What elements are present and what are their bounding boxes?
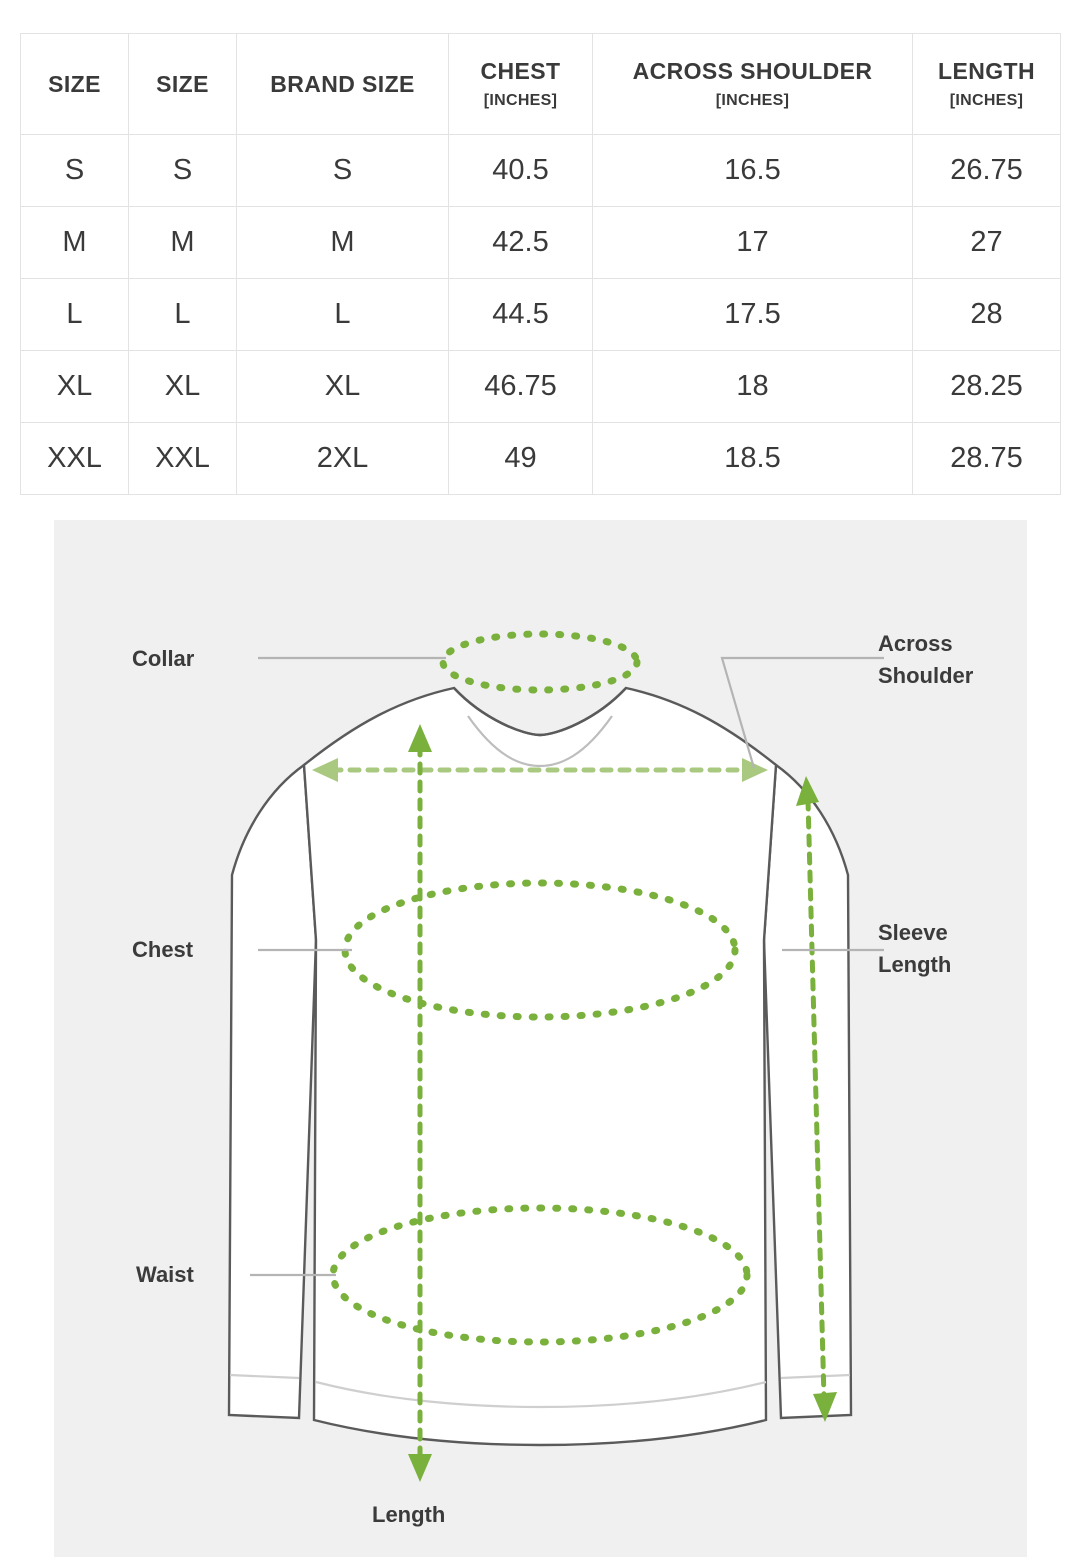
cell-size-2: XL <box>129 351 237 423</box>
column-header-length <box>913 34 1061 135</box>
table-header-row <box>21 34 1061 135</box>
label-sleeve-length-line2: Length <box>878 952 952 977</box>
column-header-size-1 <box>21 34 129 135</box>
cell-length: 28.75 <box>913 423 1061 495</box>
cell-chest: 42.5 <box>449 207 593 279</box>
column-header-unit: [INCHES] <box>949 92 1024 110</box>
label-length: Length <box>372 1502 446 1527</box>
table-row <box>21 279 1061 351</box>
size-chart-container <box>20 33 1060 495</box>
column-header-brand-size <box>237 34 449 135</box>
measurement-diagram <box>54 520 1027 1557</box>
column-header-unit: [INCHES] <box>483 92 558 110</box>
cell-length: 28 <box>913 279 1061 351</box>
cell-across-shoulder: 17.5 <box>593 279 913 351</box>
cell-size-1: XXL <box>21 423 129 495</box>
cell-brand-size: 2XL <box>237 423 449 495</box>
column-header-across-shoulder <box>593 34 913 135</box>
collar-measure-ellipse <box>443 634 637 690</box>
column-header-label: ACROSS SHOULDER <box>632 57 873 84</box>
cell-size-1: XL <box>21 351 129 423</box>
column-header-size-2 <box>129 34 237 135</box>
label-sleeve-length-line1: Sleeve <box>878 920 948 945</box>
cell-size-2: S <box>129 135 237 207</box>
column-header-unit: [INCHES] <box>715 92 790 110</box>
column-header-label: SIZE <box>156 70 209 97</box>
cell-length: 28.25 <box>913 351 1061 423</box>
label-across-shoulder-line2: Shoulder <box>878 663 974 688</box>
label-chest: Chest <box>132 937 194 962</box>
cell-size-2: M <box>129 207 237 279</box>
cell-across-shoulder: 16.5 <box>593 135 913 207</box>
cell-brand-size: S <box>237 135 449 207</box>
size-chart-table <box>20 33 1061 495</box>
table-row <box>21 351 1061 423</box>
cell-size-1: M <box>21 207 129 279</box>
cell-length: 26.75 <box>913 135 1061 207</box>
table-row <box>21 423 1061 495</box>
cell-chest: 49 <box>449 423 593 495</box>
cell-chest: 46.75 <box>449 351 593 423</box>
column-header-label: BRAND SIZE <box>270 70 415 97</box>
cell-length: 27 <box>913 207 1061 279</box>
cell-chest: 40.5 <box>449 135 593 207</box>
cell-size-1: L <box>21 279 129 351</box>
cell-brand-size: L <box>237 279 449 351</box>
table-row <box>21 207 1061 279</box>
column-header-label: LENGTH <box>938 57 1035 84</box>
label-waist: Waist <box>136 1262 194 1287</box>
cell-across-shoulder: 18.5 <box>593 423 913 495</box>
cell-across-shoulder: 18 <box>593 351 913 423</box>
cell-brand-size: M <box>237 207 449 279</box>
cell-brand-size: XL <box>237 351 449 423</box>
table-row <box>21 135 1061 207</box>
column-header-chest <box>449 34 593 135</box>
cell-across-shoulder: 17 <box>593 207 913 279</box>
label-across-shoulder-line1: Across <box>878 631 953 656</box>
cell-size-2: L <box>129 279 237 351</box>
cell-size-1: S <box>21 135 129 207</box>
cell-chest: 44.5 <box>449 279 593 351</box>
cell-size-2: XXL <box>129 423 237 495</box>
column-header-label: CHEST <box>480 57 561 84</box>
column-header-label: SIZE <box>48 70 101 97</box>
garment-illustration <box>229 688 851 1445</box>
label-collar: Collar <box>132 646 195 671</box>
